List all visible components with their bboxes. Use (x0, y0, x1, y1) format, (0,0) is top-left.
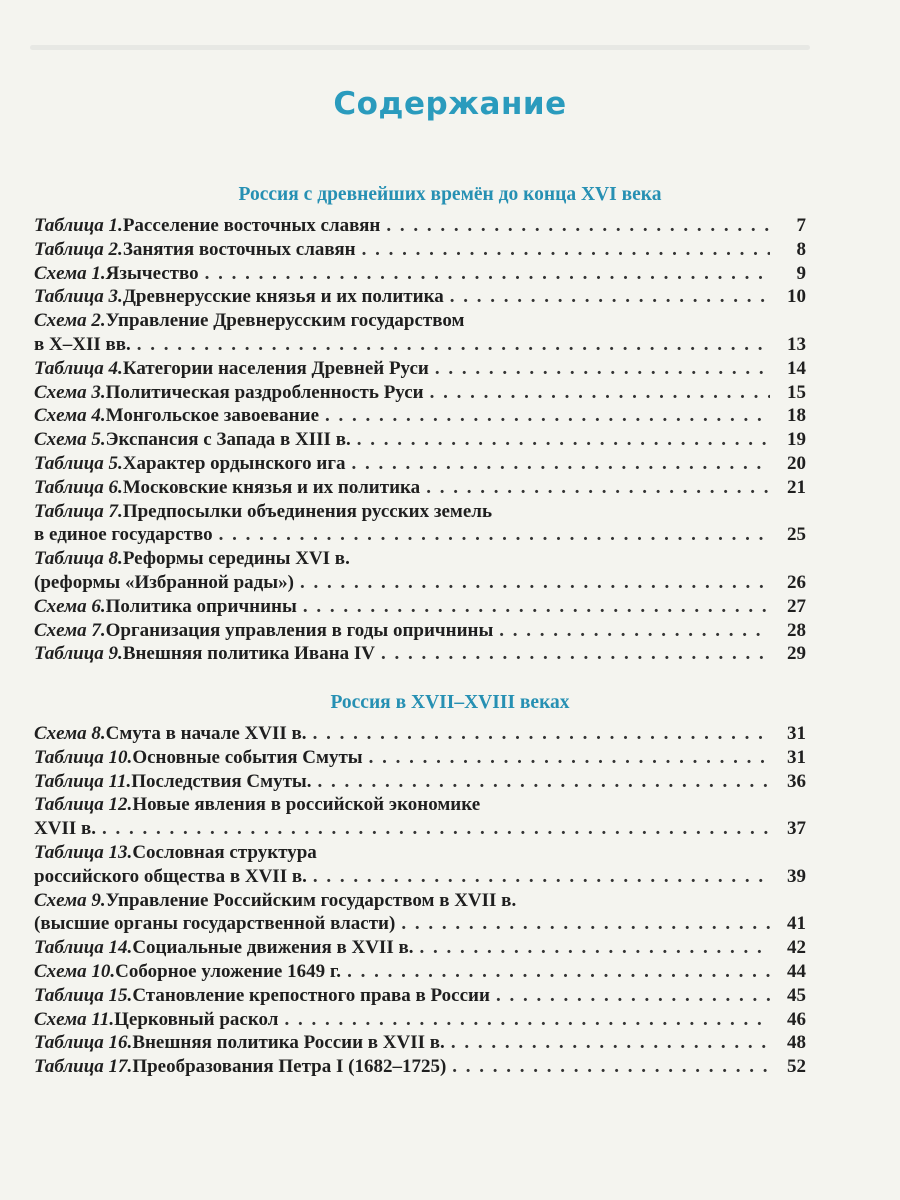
toc-entry-title: Становление крепостного права в России (132, 984, 490, 1006)
toc-page-number: 45 (787, 984, 806, 1006)
toc-entry-line (34, 817, 806, 841)
toc-entry-line (34, 214, 806, 238)
toc-list-2 (34, 722, 806, 1079)
toc-entry[interactable] (34, 960, 806, 984)
dot-leader (351, 452, 770, 476)
toc-entry-line (34, 381, 806, 405)
toc-list-1 (34, 214, 806, 666)
dot-leader (435, 357, 770, 381)
section-title-2: Россия в XVII–XVIII веках (330, 692, 570, 713)
toc-entry-line (34, 500, 806, 524)
toc-entry-line (34, 333, 806, 357)
toc-entry-title: Управление Российским государством в XVII в. (105, 889, 517, 911)
toc-entry-label: Таблица 14. (34, 937, 133, 959)
dot-leader (102, 817, 770, 841)
toc-entry-title: Характер ордынского ига (122, 452, 346, 474)
toc-entry[interactable] (34, 770, 806, 794)
toc-entry-label: Таблица 13. (34, 841, 133, 863)
toc-entry-title: Экспансия с Запада в XIII в. (105, 429, 351, 451)
toc-entry-line (34, 619, 806, 643)
page-title: Содержание (333, 86, 567, 122)
toc-page-number: 48 (787, 1032, 806, 1054)
dot-leader (401, 912, 770, 936)
toc-page-number: 46 (787, 1008, 806, 1030)
toc-entry-label: Таблица 2. (34, 238, 123, 260)
toc-entry-label: Таблица 4. (34, 357, 123, 379)
toc-entry[interactable] (34, 452, 806, 476)
dot-leader (347, 960, 770, 984)
toc-entry-title: Основные события Смуты (132, 746, 363, 768)
toc-entry[interactable] (34, 595, 806, 619)
toc-entry-line (34, 889, 806, 913)
dot-leader (325, 404, 770, 428)
dot-leader (284, 1008, 770, 1032)
toc-entry-line (34, 1055, 806, 1079)
toc-entry-line (34, 285, 806, 309)
toc-entry-line (34, 428, 806, 452)
toc-entry-line (34, 841, 806, 865)
toc-page-number: 10 (787, 286, 806, 308)
dot-leader (318, 770, 770, 794)
toc-entry-title: Преобразования Петра I (1682–1725) (132, 1056, 447, 1078)
toc-entry-title: Монгольское завоевание (105, 405, 319, 427)
toc-entry-title: Сословная структура (132, 841, 317, 863)
toc-entry-title: Занятия восточных славян (122, 238, 356, 260)
toc-entry-label: Схема 1. (34, 262, 106, 284)
toc-page-number: 44 (787, 960, 806, 982)
toc-page-number: 13 (787, 333, 806, 355)
dot-leader (451, 1031, 770, 1055)
toc-entry-line (34, 960, 806, 984)
dot-leader (452, 1055, 770, 1079)
toc-entry-label: Таблица 16. (34, 1032, 133, 1054)
dot-leader (219, 523, 770, 547)
toc-page-number: 19 (787, 429, 806, 451)
toc-entry-label: Таблица 8. (34, 548, 123, 570)
toc-page-number: 25 (787, 524, 806, 546)
bleed-through-shadow (30, 45, 810, 50)
toc-page-number: 15 (787, 381, 806, 403)
toc-entry-title: Новые явления в российской экономике (132, 794, 481, 816)
dot-leader (419, 936, 770, 960)
dot-leader (357, 428, 770, 452)
toc-entry[interactable] (34, 428, 806, 452)
toc-entry[interactable] (34, 746, 806, 770)
toc-entry-title: Политика опричнины (105, 595, 297, 617)
toc-entry-line (34, 238, 806, 262)
toc-entry[interactable] (34, 500, 806, 548)
toc-entry-title-cont: (высшие органы государственной власти) (34, 913, 396, 935)
toc-page-number: 41 (787, 913, 806, 935)
toc-page-number: 14 (787, 357, 806, 379)
toc-entry-title: Реформы середины XVI в. (122, 548, 350, 570)
toc-entry-label: Схема 11. (34, 1008, 115, 1030)
toc-entry-label: Схема 10. (34, 960, 116, 982)
dot-leader (362, 238, 770, 262)
toc-entry[interactable] (34, 547, 806, 595)
toc-entry-label: Схема 3. (34, 381, 106, 403)
section-title-1: Россия с древнейших времён до конца XVI века (238, 184, 662, 205)
toc-entry-title-cont: (реформы «Избранной рады») (34, 571, 294, 593)
toc-entry[interactable] (34, 285, 806, 309)
toc-entry-title-cont: XVII в. (34, 818, 96, 840)
dot-leader (205, 262, 770, 286)
toc-entry-label: Таблица 10. (34, 746, 133, 768)
toc-entry-label: Схема 8. (34, 723, 106, 744)
toc-entry[interactable] (34, 238, 806, 262)
toc-entry[interactable] (34, 841, 806, 889)
toc-entry-label: Таблица 15. (34, 984, 133, 1006)
toc-entry-title-cont: в единое государство (34, 524, 213, 546)
toc-entry-title: Древнерусские князья и их политика (122, 286, 444, 308)
toc-entry-label: Схема 6. (34, 595, 106, 617)
toc-entry[interactable] (34, 793, 806, 841)
toc-entry-label: Таблица 12. (34, 794, 133, 816)
toc-entry[interactable] (34, 262, 806, 286)
toc-entry-line (34, 936, 806, 960)
toc-entry[interactable] (34, 214, 806, 238)
toc-entry[interactable] (34, 1008, 806, 1032)
toc-page-number: 9 (796, 262, 806, 284)
dot-leader (313, 722, 770, 746)
toc-entry[interactable] (34, 381, 806, 405)
toc-entry-line (34, 309, 806, 333)
toc-entry-label: Схема 2. (34, 310, 106, 332)
toc-entry[interactable] (34, 642, 806, 666)
toc-page-number: 26 (787, 571, 806, 593)
toc-entry-title: Последствия Смуты. (131, 770, 312, 792)
toc-page-number: 31 (787, 723, 806, 744)
toc-entry-title: Внешняя политика России в XVII в. (132, 1032, 445, 1054)
toc-page-number: 18 (787, 405, 806, 427)
dot-leader (381, 642, 770, 666)
toc-page-number: 31 (787, 746, 806, 768)
toc-entry[interactable] (34, 936, 806, 960)
toc-entry-label: Таблица 17. (34, 1056, 133, 1078)
toc-entry-title: Внешняя политика Ивана IV (122, 643, 376, 665)
dot-leader (300, 571, 770, 595)
toc-page-number: 52 (787, 1056, 806, 1078)
toc-entry-title: Язычество (105, 262, 199, 284)
toc-entry[interactable] (34, 1055, 806, 1079)
toc-entry-label: Схема 5. (34, 429, 106, 451)
toc-entry-title: Смута в начале XVII в. (105, 723, 307, 744)
toc-entry-title: Категории населения Древней Руси (122, 357, 429, 379)
toc-page-number: 21 (787, 476, 806, 498)
dot-leader (450, 285, 770, 309)
toc-entry-label: Таблица 9. (34, 643, 123, 665)
toc-entry-line (34, 722, 806, 746)
toc-entry-label: Схема 4. (34, 405, 106, 427)
toc-entry-line (34, 746, 806, 770)
toc-entry-label: Таблица 1. (34, 215, 123, 236)
toc-page-number: 36 (787, 770, 806, 792)
toc-entry-label: Таблица 3. (34, 286, 123, 308)
dot-leader (137, 333, 770, 357)
dot-leader (303, 595, 770, 619)
dot-leader (499, 619, 770, 643)
toc-entry-line (34, 793, 806, 817)
toc-page-number: 8 (796, 238, 806, 260)
toc-entry-label: Схема 9. (34, 889, 106, 911)
dot-leader (313, 865, 770, 889)
toc-page-number: 37 (787, 818, 806, 840)
dot-leader (426, 476, 770, 500)
toc-entry-label: Схема 7. (34, 619, 106, 641)
toc-entry-line (34, 912, 806, 936)
dot-leader (386, 214, 770, 238)
toc-entry-label: Таблица 7. (34, 500, 123, 522)
toc-entry-line (34, 357, 806, 381)
toc-entry[interactable] (34, 404, 806, 428)
toc-entry-title: Церковный раскол (114, 1008, 279, 1030)
toc-page-number: 28 (787, 619, 806, 641)
toc-entry-line (34, 1008, 806, 1032)
toc-entry-label: Таблица 6. (34, 476, 123, 498)
toc-entry-title-cont: российского общества в XVII в. (34, 865, 307, 887)
toc-entry[interactable] (34, 1031, 806, 1055)
toc-entry-title: Расселение восточных славян (122, 215, 381, 236)
toc-page-number: 39 (787, 865, 806, 887)
toc-page-number: 7 (796, 215, 806, 236)
toc-page-number: 29 (787, 643, 806, 665)
toc-entry-title-cont: в X–XII вв. (34, 333, 131, 355)
toc-entry[interactable] (34, 357, 806, 381)
toc-entry[interactable] (34, 984, 806, 1008)
dot-leader (496, 984, 770, 1008)
toc-entry[interactable] (34, 476, 806, 500)
toc-entry-line (34, 595, 806, 619)
toc-entry-title: Предпосылки объединения русских земель (122, 500, 493, 522)
toc-entry-line (34, 984, 806, 1008)
toc-entry-title: Московские князья и их политика (122, 476, 421, 498)
toc-page-number: 42 (787, 937, 806, 959)
toc-entry-label: Таблица 5. (34, 452, 123, 474)
toc-entry[interactable] (34, 722, 806, 746)
toc-entry-line (34, 262, 806, 286)
toc-entry-line (34, 865, 806, 889)
toc-page-number: 27 (787, 595, 806, 617)
toc-entry-line (34, 770, 806, 794)
dot-leader (430, 381, 770, 405)
toc-entry-title: Политическая раздробленность Руси (105, 381, 424, 403)
toc-entry-title: Социальные движения в XVII в. (132, 937, 414, 959)
toc-entry-line (34, 547, 806, 571)
toc-entry-line (34, 476, 806, 500)
toc-page-number: 20 (787, 452, 806, 474)
toc-entry-line (34, 523, 806, 547)
toc-entry-line (34, 452, 806, 476)
toc-entry[interactable] (34, 889, 806, 937)
dot-leader (369, 746, 770, 770)
toc-entry[interactable] (34, 309, 806, 357)
toc-entry-title: Организация управления в годы опричнины (105, 619, 494, 641)
toc-entry-label: Таблица 11. (34, 770, 132, 792)
toc-entry-title: Соборное уложение 1649 г. (115, 960, 342, 982)
toc-entry-line (34, 642, 806, 666)
toc-entry-line (34, 571, 806, 595)
toc-entry[interactable] (34, 619, 806, 643)
toc-entry-line (34, 1031, 806, 1055)
toc-entry-title: Управление Древнерусским государством (105, 310, 465, 332)
toc-entry-line (34, 404, 806, 428)
